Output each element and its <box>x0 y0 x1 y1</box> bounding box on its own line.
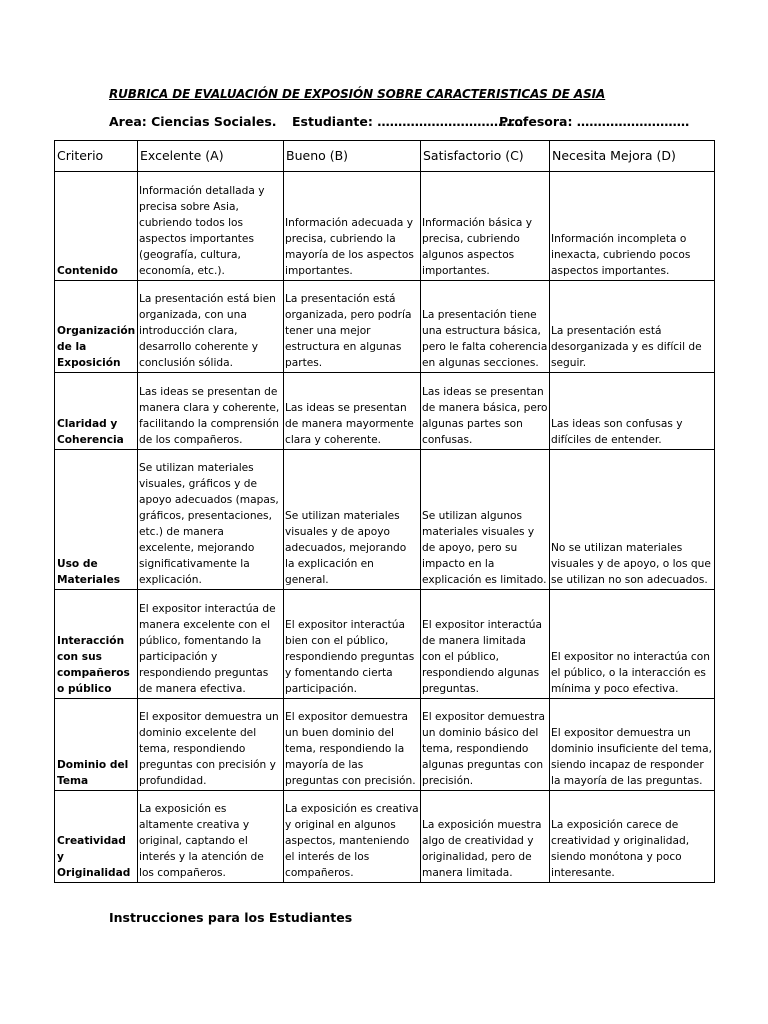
cell-text: Las ideas se presentan de manera mayormente clara y coherente. <box>285 402 414 446</box>
table-cell <box>421 373 550 450</box>
table-cell <box>421 791 550 883</box>
table-cell <box>550 699 715 791</box>
student-field: Estudiante: ……………………………… <box>292 114 528 129</box>
cell-text: No se utilizan materiales visuales y de apoyo, o los que se utilizan no son adecuados. <box>551 542 711 586</box>
criterion-cell <box>55 450 138 590</box>
table-cell <box>138 281 284 373</box>
criterion-cell <box>55 281 138 373</box>
cell-text: La presentación está desorganizada y es difícil de seguir. <box>551 325 702 369</box>
cell-text: Información incompleta o inexacta, cubriendo pocos aspectos importantes. <box>551 233 691 277</box>
table-cell <box>138 791 284 883</box>
cell-text: Se utilizan materiales visuales, gráficos y de apoyo adecuados (mapas, gráficos, presentaciones, etc.) de manera excelente, mejorando significativamente la explicación. <box>139 462 279 586</box>
cell-text: El expositor interactúa de manera excelente con el público, fomentando la participación y respondiendo preguntas de manera efectiva. <box>139 603 276 695</box>
header-necesita-mejora: Necesita Mejora (D) <box>550 141 715 172</box>
cell-text: La exposición carece de creatividad y originalidad, siendo monótona y poco interesante. <box>551 819 690 879</box>
cell-text: El expositor no interactúa con el público, o la interacción es mínima y poco efectiva. <box>551 651 710 695</box>
header-excelente: Excelente (A) <box>138 141 284 172</box>
table-cell <box>550 590 715 699</box>
table-cell <box>421 450 550 590</box>
cell-text: El expositor demuestra un buen dominio del tema, respondiendo la mayoría de las preguntas con precisión. <box>285 711 416 787</box>
table-cell <box>421 699 550 791</box>
cell-text: El expositor interactúa de manera limitada con el público, respondiendo algunas preguntas. <box>422 619 542 695</box>
cell-text: El expositor demuestra un dominio excelente del tema, respondiendo preguntas con precisión y profundidad. <box>139 711 279 787</box>
rubric-table <box>54 140 715 883</box>
table-cell <box>550 172 715 281</box>
cell-text: La exposición es creativa y original en algunos aspectos, manteniendo el interés de los compañeros. <box>285 803 419 879</box>
criterion-cell <box>55 699 138 791</box>
criterion-cell <box>55 172 138 281</box>
instructions-heading: Instrucciones para los Estudiantes <box>109 910 353 925</box>
table-cell <box>550 791 715 883</box>
table-row <box>55 172 715 281</box>
criterion-label: Uso de Materiales <box>57 558 121 586</box>
table-row <box>55 590 715 699</box>
table-cell <box>138 699 284 791</box>
cell-text: La presentación está organizada, pero podría tener una mejor estructura en algunas partes. <box>285 293 412 369</box>
table-cell <box>284 172 421 281</box>
table-cell <box>284 450 421 590</box>
table-cell <box>138 373 284 450</box>
table-row <box>55 699 715 791</box>
table-cell <box>138 172 284 281</box>
cell-text: El expositor demuestra un dominio básico del tema, respondiendo algunas preguntas con precisión. <box>422 711 545 787</box>
table-header-row <box>55 141 715 172</box>
table-cell <box>284 590 421 699</box>
cell-text: Las ideas se presentan de manera clara y coherente, facilitando la comprensión de los compañeros. <box>139 386 280 446</box>
table-row <box>55 373 715 450</box>
table-cell <box>138 590 284 699</box>
table-row <box>55 450 715 590</box>
header-satisfactorio: Satisfactorio (C) <box>421 141 550 172</box>
cell-text: El expositor interactúa bien con el público, respondiendo preguntas y fomentando cierta participación. <box>285 619 415 695</box>
table-cell <box>550 281 715 373</box>
table-cell <box>550 373 715 450</box>
cell-text: El expositor demuestra un dominio insuficiente del tema, siendo incapaz de responder la mayoría de las preguntas. <box>551 727 712 787</box>
table-cell <box>284 791 421 883</box>
table-cell <box>421 172 550 281</box>
criterion-label: Creatividad y Originalidad <box>57 835 131 879</box>
document-title: RUBRICA DE EVALUACIÓN DE EXPOSIÓN SOBRE CARACTERISTICAS DE ASIA <box>109 87 606 101</box>
table-cell <box>550 450 715 590</box>
table-cell <box>138 450 284 590</box>
header-bueno: Bueno (B) <box>284 141 421 172</box>
criterion-label: Dominio del Tema <box>57 759 129 787</box>
cell-text: Se utilizan algunos materiales visuales y de apoyo, pero su impacto en la explicación es limitado. <box>422 510 547 586</box>
header-criterio: Criterio <box>55 141 138 172</box>
cell-text: La exposición es altamente creativa y original, captando el interés y la atención de los compañeros. <box>139 803 264 879</box>
table-cell <box>421 590 550 699</box>
cell-text: Información básica y precisa, cubriendo algunos aspectos importantes. <box>422 217 532 277</box>
cell-text: Información detallada y precisa sobre Asia, cubriendo todos los aspectos importantes (geografía, cultura, economía, etc.). <box>139 185 265 277</box>
table-row <box>55 281 715 373</box>
cell-text: La presentación está bien organizada, con una introducción clara, desarrollo coherente y conclusión sólida. <box>139 293 276 369</box>
criterion-cell <box>55 791 138 883</box>
cell-text: Información adecuada y precisa, cubriendo la mayoría de los aspectos importantes. <box>285 217 414 277</box>
table-cell <box>284 281 421 373</box>
cell-text: La presentación tiene una estructura básica, pero le falta coherencia en algunas secciones. <box>422 309 548 369</box>
criterion-label: Contenido <box>57 265 118 277</box>
table-row <box>55 791 715 883</box>
cell-text: Las ideas son confusas y difíciles de entender. <box>551 418 683 446</box>
criterion-cell <box>55 373 138 450</box>
area-label: Area: Ciencias Sociales. <box>109 114 277 129</box>
cell-text: Las ideas se presentan de manera básica, pero algunas partes son confusas. <box>422 386 548 446</box>
cell-text: Se utilizan materiales visuales y de apoyo adecuados, mejorando la explicación en general. <box>285 510 407 586</box>
cell-text: La exposición muestra algo de creatividad y originalidad, pero de manera limitada. <box>422 819 542 879</box>
criterion-label: Organización de la Exposición <box>57 325 136 369</box>
table-cell <box>421 281 550 373</box>
criterion-label: Claridad y Coherencia <box>57 418 124 446</box>
criterion-label: Interacción con sus compañeros o público <box>57 635 130 695</box>
teacher-field: Profesora: ……………………… <box>499 114 690 129</box>
criterion-cell <box>55 590 138 699</box>
table-cell <box>284 699 421 791</box>
table-cell <box>284 373 421 450</box>
